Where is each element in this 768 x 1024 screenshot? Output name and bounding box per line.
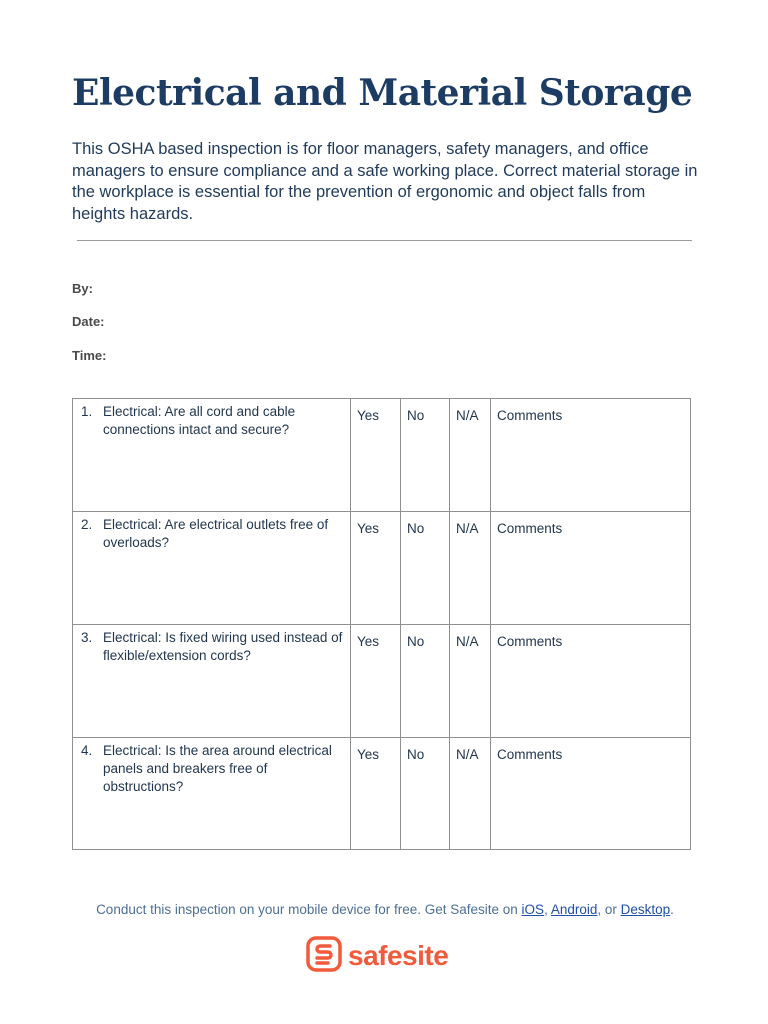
safesite-logo — [306, 936, 448, 976]
question-number: 4. — [81, 743, 93, 758]
answer-na[interactable]: N/A — [450, 738, 491, 850]
safesite-logo-text: safesite — [348, 940, 449, 971]
by-label: By: — [72, 281, 93, 296]
intro-paragraph: This OSHA based inspection is for floor managers, safety managers, and office managers to ensure compliance and a safe working place. Correct material storage in the workplace is essential for the prevention of ergonomic and object falls from heights hazards. — [72, 140, 698, 223]
document-title: Electrical and Material Storage — [72, 72, 693, 114]
question-cell — [73, 399, 351, 512]
footer-cta — [0, 902, 768, 917]
date-label: Date: — [72, 314, 105, 329]
inspection-checklist-table — [72, 398, 691, 850]
divider — [77, 240, 692, 241]
table-row — [73, 738, 691, 850]
question-text: Electrical: Are all cord and cable connections intact and secure? — [103, 404, 296, 437]
safesite-logo-icon — [306, 936, 342, 977]
answer-yes[interactable]: Yes — [351, 625, 401, 738]
answer-na[interactable]: N/A — [450, 625, 491, 738]
comments-field[interactable]: Comments — [491, 512, 691, 625]
comments-field[interactable]: Comments — [491, 625, 691, 738]
answer-na[interactable]: N/A — [450, 512, 491, 625]
answer-yes[interactable]: Yes — [351, 399, 401, 512]
ios-link[interactable]: iOS — [521, 902, 545, 917]
question-text: Electrical: Are electrical outlets free of overloads? — [103, 517, 329, 550]
android-link[interactable]: Android — [550, 902, 598, 917]
time-label: Time: — [72, 348, 107, 363]
table-row — [73, 512, 691, 625]
answer-no[interactable]: No — [401, 625, 450, 738]
footer-separator: , — [544, 902, 551, 917]
comments-field[interactable]: Comments — [491, 399, 691, 512]
question-number: 2. — [81, 517, 93, 532]
footer-prefix: Conduct this inspection on your mobile device for free. Get Safesite on — [96, 902, 522, 917]
answer-no[interactable]: No — [401, 399, 450, 512]
footer-suffix: . — [670, 902, 674, 917]
footer-separator: , or — [597, 902, 621, 917]
comments-field[interactable]: Comments — [491, 738, 691, 850]
answer-na[interactable]: N/A — [450, 399, 491, 512]
table-row — [73, 625, 691, 738]
answer-yes[interactable]: Yes — [351, 738, 401, 850]
answer-no[interactable]: No — [401, 738, 450, 850]
question-number: 1. — [81, 404, 93, 419]
question-cell — [73, 512, 351, 625]
question-text: Electrical: Is fixed wiring used instead of flexible/extension cords? — [103, 630, 343, 663]
question-text: Electrical: Is the area around electrical panels and breakers free of obstructions? — [103, 743, 332, 794]
answer-no[interactable]: No — [401, 512, 450, 625]
answer-yes[interactable]: Yes — [351, 512, 401, 625]
question-cell — [73, 738, 351, 850]
desktop-link[interactable]: Desktop — [620, 902, 671, 917]
question-cell — [73, 625, 351, 738]
table-row — [73, 399, 691, 512]
question-number: 3. — [81, 630, 93, 645]
